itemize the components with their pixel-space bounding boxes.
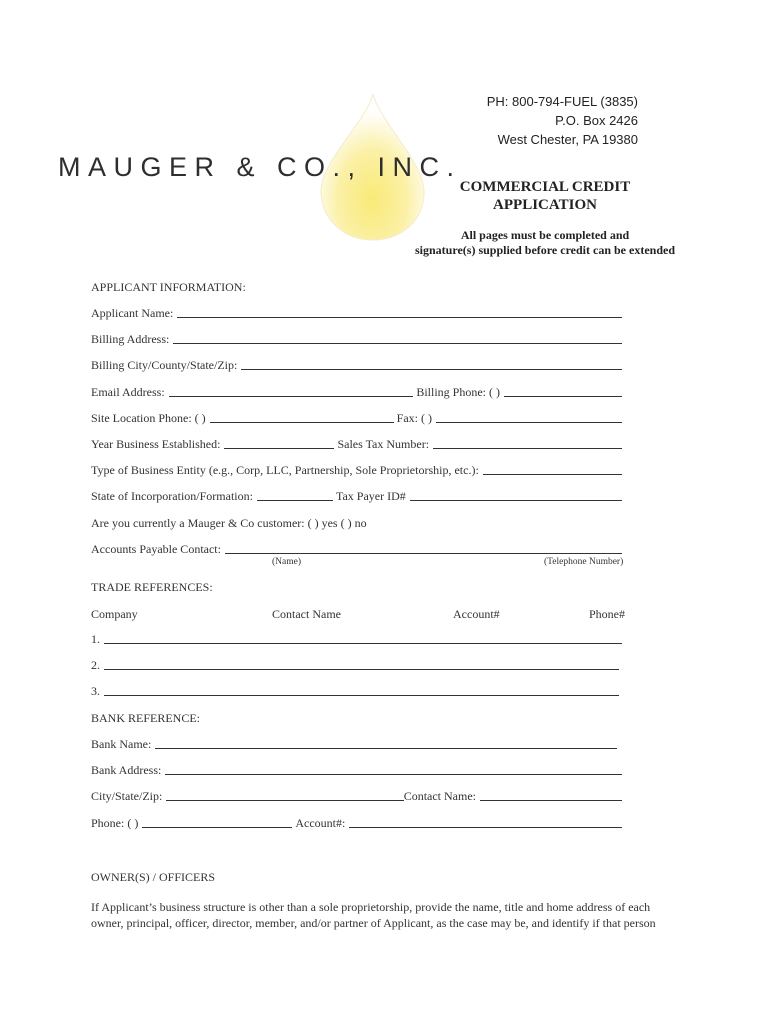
trade-row-1-field[interactable] bbox=[104, 642, 622, 644]
incorporation-label: State of Incorporation/Formation: bbox=[91, 489, 253, 503]
email-phone-row bbox=[91, 383, 625, 400]
bank-phone-label: Phone: ( ) bbox=[91, 816, 139, 830]
applicant-name-field[interactable] bbox=[177, 316, 622, 318]
bank-city-label: City/State/Zip: bbox=[91, 789, 163, 803]
billing-address-row bbox=[91, 330, 625, 347]
trade-row-3 bbox=[91, 682, 625, 699]
site-phone-label: Site Location Phone: ( ) bbox=[91, 411, 206, 425]
trade-row-2-label: 2. bbox=[91, 658, 100, 672]
owners-heading: OWNER(S) / OFFICERS bbox=[91, 870, 216, 884]
site-phone-fax-row bbox=[91, 409, 625, 426]
form-title bbox=[440, 178, 650, 214]
customer-question-label: Are you currently a Mauger & Co customer: ( ) yes ( ) no bbox=[91, 516, 367, 530]
trade-row-1 bbox=[91, 630, 625, 647]
billing-phone-label: Billing Phone: ( ) bbox=[416, 385, 500, 399]
entity-type-label: Type of Business Entity (e.g., Corp, LLC, Partnership, Sole Proprietorship, etc.): bbox=[91, 463, 479, 477]
year-established-label: Year Business Established: bbox=[91, 437, 221, 451]
trade-col-company: Company bbox=[91, 607, 138, 621]
email-label: Email Address: bbox=[91, 385, 165, 399]
incorporation-field[interactable] bbox=[257, 499, 333, 501]
bank-contact-label: Contact Name: bbox=[403, 789, 476, 803]
title-line-2: APPLICATION bbox=[493, 197, 597, 213]
entity-type-field[interactable] bbox=[483, 473, 622, 475]
billing-address-field[interactable] bbox=[173, 342, 622, 344]
billing-city-field[interactable] bbox=[241, 368, 622, 370]
trade-row-2 bbox=[91, 656, 625, 673]
site-phone-field[interactable] bbox=[210, 421, 394, 423]
billing-phone-field[interactable] bbox=[504, 395, 622, 397]
ap-contact-label: Accounts Payable Contact: bbox=[91, 542, 221, 556]
note-line-1: All pages must be completed and bbox=[460, 228, 630, 242]
bank-contact-field[interactable] bbox=[480, 799, 622, 801]
po-box-text: P.O. Box 2426 bbox=[555, 113, 638, 128]
trade-heading: TRADE REFERENCES: bbox=[91, 580, 213, 594]
tax-payer-field[interactable] bbox=[410, 499, 622, 501]
contact-block bbox=[460, 92, 638, 149]
customer-question-row bbox=[91, 514, 625, 531]
tax-payer-label: Tax Payer ID# bbox=[335, 489, 406, 503]
bank-name-row bbox=[91, 735, 625, 752]
phone-text: PH: 800-794-FUEL (3835) bbox=[486, 94, 638, 109]
bank-address-label: Bank Address: bbox=[91, 763, 162, 777]
trade-row-3-label: 3. bbox=[91, 684, 100, 698]
bank-heading: BANK REFERENCE: bbox=[91, 711, 201, 725]
trade-col-contact: Contact Name bbox=[272, 607, 341, 621]
bank-phone-field[interactable] bbox=[142, 826, 292, 828]
fax-label: Fax: ( ) bbox=[396, 411, 432, 425]
company-logo-text: MAUGER & CO., INC. bbox=[58, 152, 462, 182]
sales-tax-label: Sales Tax Number: bbox=[337, 437, 430, 451]
ap-name-hint: (Name) bbox=[272, 557, 302, 567]
fax-field[interactable] bbox=[436, 421, 622, 423]
trade-col-account: Account# bbox=[453, 607, 500, 621]
billing-address-label: Billing Address: bbox=[91, 332, 170, 346]
trade-row-3-field[interactable] bbox=[104, 694, 619, 696]
bank-address-row bbox=[91, 761, 625, 778]
bank-name-field[interactable] bbox=[155, 747, 617, 749]
ap-contact-field[interactable] bbox=[225, 552, 622, 554]
trade-col-phone: Phone# bbox=[589, 607, 625, 621]
year-established-field[interactable] bbox=[224, 447, 334, 449]
billing-city-row bbox=[91, 356, 625, 373]
title-line-1: COMMERCIAL CREDIT bbox=[459, 179, 631, 195]
trade-row-2-field[interactable] bbox=[104, 668, 619, 670]
owners-paragraph-line-1: If Applicant’s business structure is other than a sole proprietorship, provide the name, title and home address of each bbox=[91, 900, 651, 914]
bank-city-row bbox=[91, 787, 625, 804]
billing-city-label: Billing City/County/State/Zip: bbox=[91, 358, 238, 372]
applicant-name-label: Applicant Name: bbox=[91, 306, 174, 320]
city-text: West Chester, PA 19380 bbox=[497, 132, 638, 147]
incorporation-row bbox=[91, 487, 625, 504]
completion-note bbox=[380, 228, 710, 258]
applicant-name-row bbox=[91, 304, 625, 321]
owners-paragraph bbox=[91, 899, 681, 931]
email-field[interactable] bbox=[169, 395, 414, 397]
trade-row-1-label: 1. bbox=[91, 632, 100, 646]
applicant-heading: APPLICANT INFORMATION: bbox=[91, 280, 246, 294]
bank-phone-row bbox=[91, 814, 625, 831]
entity-type-row bbox=[91, 461, 625, 478]
owners-paragraph-line-2: owner, principal, officer, director, member, and/or partner of Applicant, as the case may be, and identify if that person bbox=[91, 916, 656, 930]
bank-city-field[interactable] bbox=[166, 799, 403, 801]
year-tax-row bbox=[91, 435, 625, 452]
bank-name-label: Bank Name: bbox=[91, 737, 152, 751]
note-line-2: signature(s) supplied before credit can be extended bbox=[415, 243, 675, 257]
sales-tax-field[interactable] bbox=[433, 447, 622, 449]
bank-account-field[interactable] bbox=[349, 826, 622, 828]
ap-contact-row bbox=[91, 540, 625, 557]
ap-phone-hint: (Telephone Number) bbox=[544, 557, 624, 567]
bank-account-label: Account#: bbox=[295, 816, 346, 830]
bank-address-field[interactable] bbox=[165, 773, 622, 775]
